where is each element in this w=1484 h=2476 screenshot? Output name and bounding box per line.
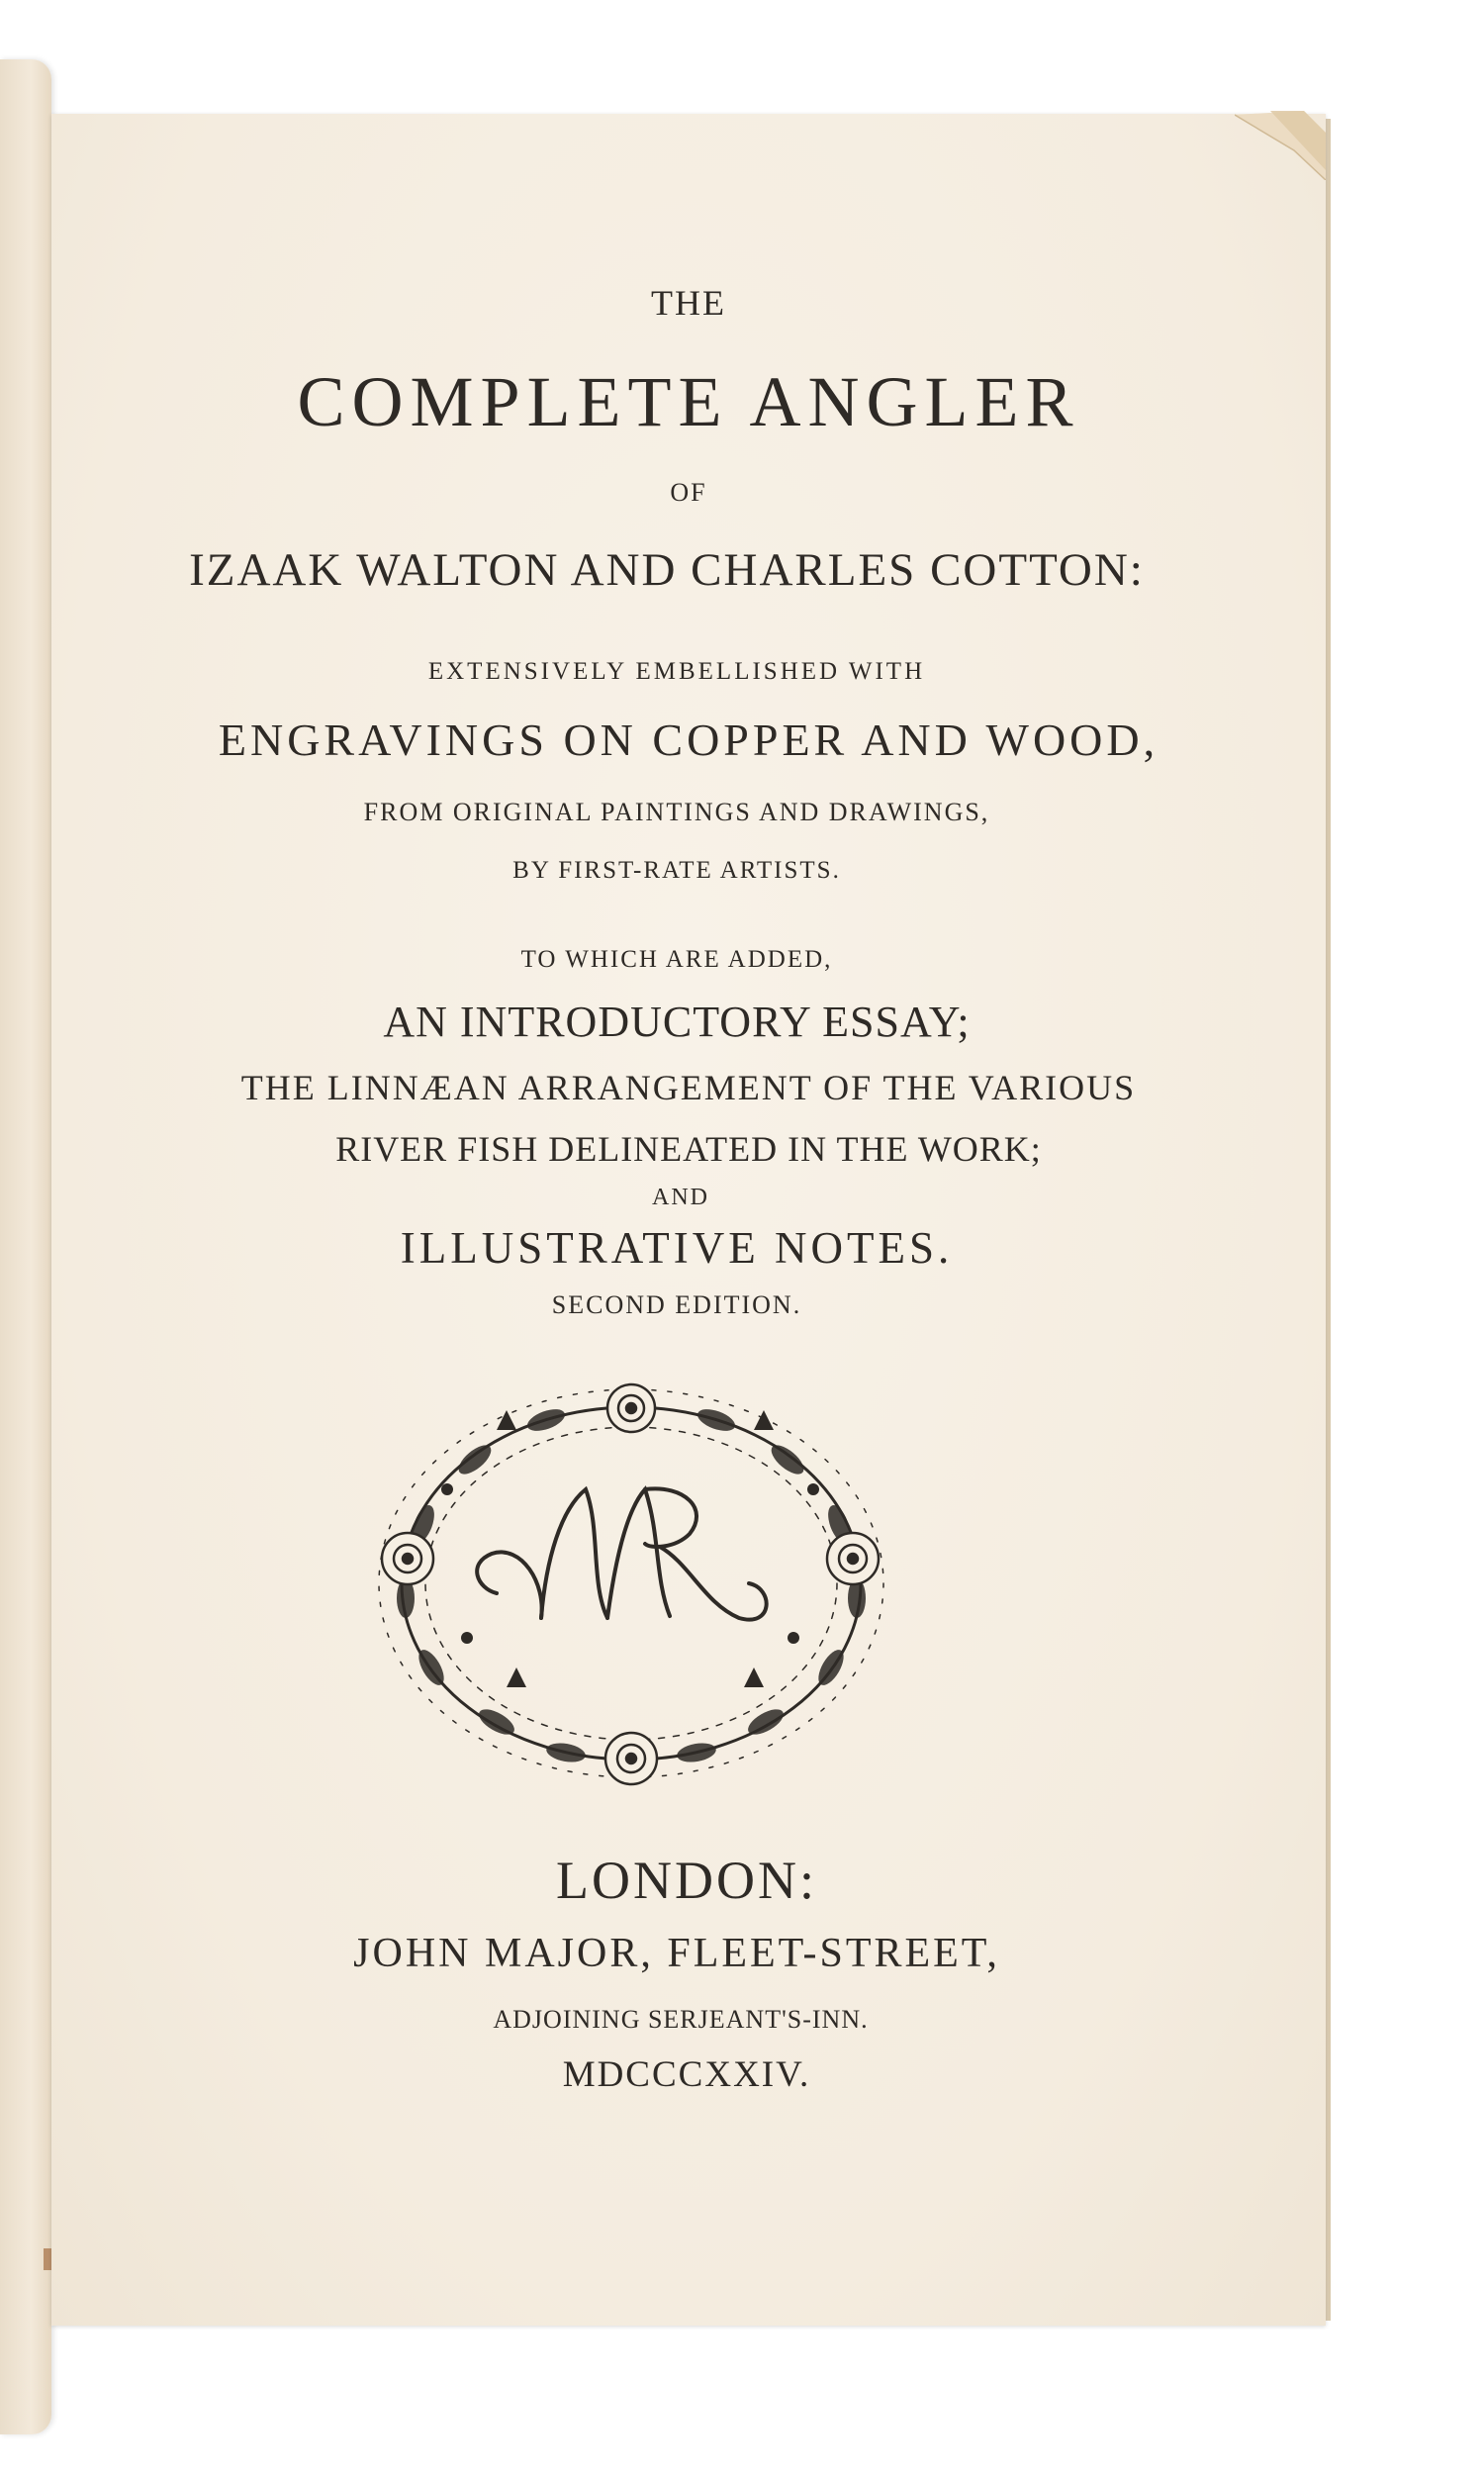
floral-wreath-monogram-icon xyxy=(348,1361,914,1806)
imprint-adjoining: ADJOINING SERJEANT'S-INN. xyxy=(493,2005,869,2034)
added-line: TO WHICH ARE ADDED, xyxy=(520,946,833,973)
artists-line: BY FIRST-RATE ARTISTS. xyxy=(512,857,841,884)
introductory-essay-line: AN INTRODUCTORY ESSAY; xyxy=(383,998,971,1046)
engravings-line: ENGRAVINGS ON COPPER AND WOOD, xyxy=(218,714,1159,765)
original-paintings-line: FROM ORIGINAL PAINTINGS AND DRAWINGS, xyxy=(363,798,990,826)
and-line: AND xyxy=(652,1185,709,1210)
authors-line: IZAAK WALTON AND CHARLES COTTON: xyxy=(189,544,1145,596)
embellished-line: EXTENSIVELY EMBELLISHED WITH xyxy=(427,658,926,685)
imprint-year: MDCCCXXIV. xyxy=(562,2054,811,2095)
imprint-publisher: JOHN MAJOR, FLEET-STREET, xyxy=(353,1931,1000,1976)
folded-corner xyxy=(1235,111,1326,180)
linnaean-line-1: THE LINNÆAN ARRANGEMENT OF THE VARIOUS xyxy=(240,1068,1137,1107)
imprint-city: LONDON: xyxy=(556,1851,817,1910)
edition-line: SECOND EDITION. xyxy=(551,1290,802,1319)
main-title: COMPLETE ANGLER xyxy=(297,362,1080,441)
title-of: OF xyxy=(670,478,707,507)
illustrative-notes-line: ILLUSTRATIVE NOTES. xyxy=(400,1223,954,1273)
linnaean-line-2: RIVER FISH DELINEATED IN THE WORK; xyxy=(335,1129,1042,1169)
title-page xyxy=(51,114,1326,2326)
title-the: THE xyxy=(651,283,726,323)
